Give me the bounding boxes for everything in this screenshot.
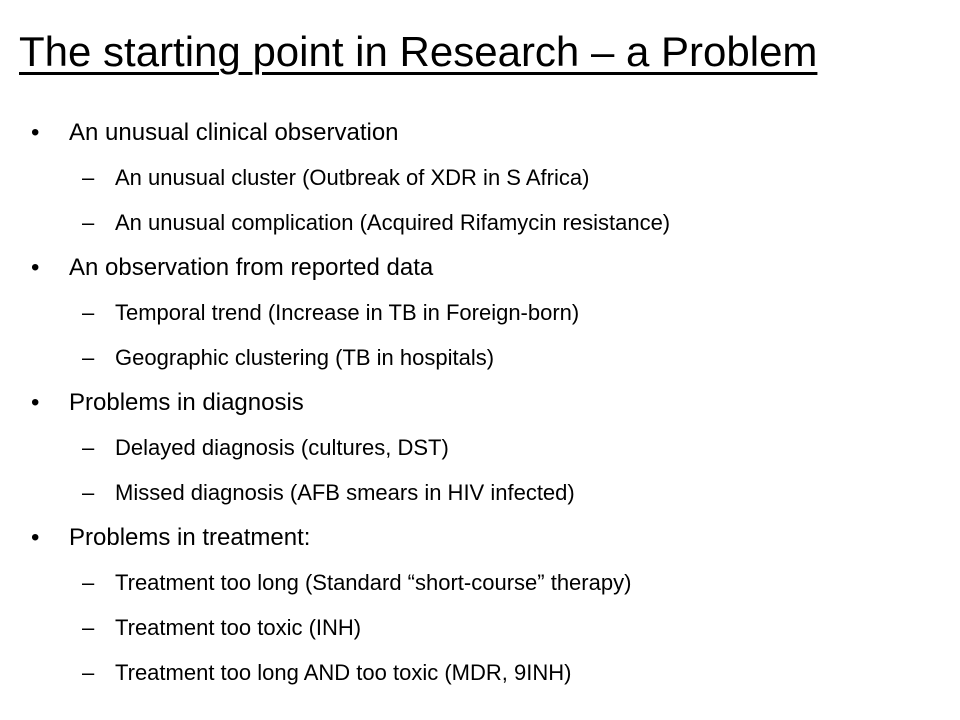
sub-bullet-item [0,335,960,380]
sub-bullet-item [0,425,960,470]
slide-title: The starting point in Research – a Problem [19,28,818,75]
bullet-icon: • [31,254,40,281]
dash-icon: – [82,570,95,595]
dash-icon: – [82,435,95,460]
dash-icon: – [82,165,95,190]
sub-bullet-text: Treatment too long (Standard “short-course” therapy) [115,570,632,595]
sub-bullet-text: Missed diagnosis (AFB smears in HIV infected) [115,480,575,505]
bullet-text: Problems in diagnosis [69,389,304,416]
bullet-item [0,380,960,425]
dash-icon: – [82,615,95,640]
bullet-icon: • [31,524,40,551]
dash-icon: – [82,300,95,325]
sub-bullet-text: Delayed diagnosis (cultures, DST) [115,435,449,460]
bullet-item [0,110,960,155]
sub-bullet-text: An unusual complication (Acquired Rifamycin resistance) [115,210,671,235]
sub-bullet-text: Geographic clustering (TB in hospitals) [115,345,495,370]
bullet-list [0,110,960,695]
sub-bullet-text: Treatment too long AND too toxic (MDR, 9INH) [115,660,572,685]
sub-bullet-item [0,200,960,245]
bullet-text: Problems in treatment: [69,524,311,551]
bullet-icon: • [31,389,40,416]
bullet-text: An unusual clinical observation [69,119,399,146]
sub-bullet-item [0,605,960,650]
dash-icon: – [82,480,95,505]
sub-bullet-item [0,560,960,605]
bullet-item [0,245,960,290]
bullet-icon: • [31,119,40,146]
sub-bullet-text: Treatment too toxic (INH) [115,615,362,640]
sub-bullet-text: Temporal trend (Increase in TB in Foreign-born) [115,300,580,325]
dash-icon: – [82,660,95,685]
bullet-item [0,515,960,560]
sub-bullet-item [0,650,960,695]
sub-bullet-text: An unusual cluster (Outbreak of XDR in S Africa) [115,165,590,190]
dash-icon: – [82,345,95,370]
sub-bullet-item [0,290,960,335]
bullet-text: An observation from reported data [69,254,434,281]
sub-bullet-item [0,470,960,515]
dash-icon: – [82,210,95,235]
sub-bullet-item [0,155,960,200]
